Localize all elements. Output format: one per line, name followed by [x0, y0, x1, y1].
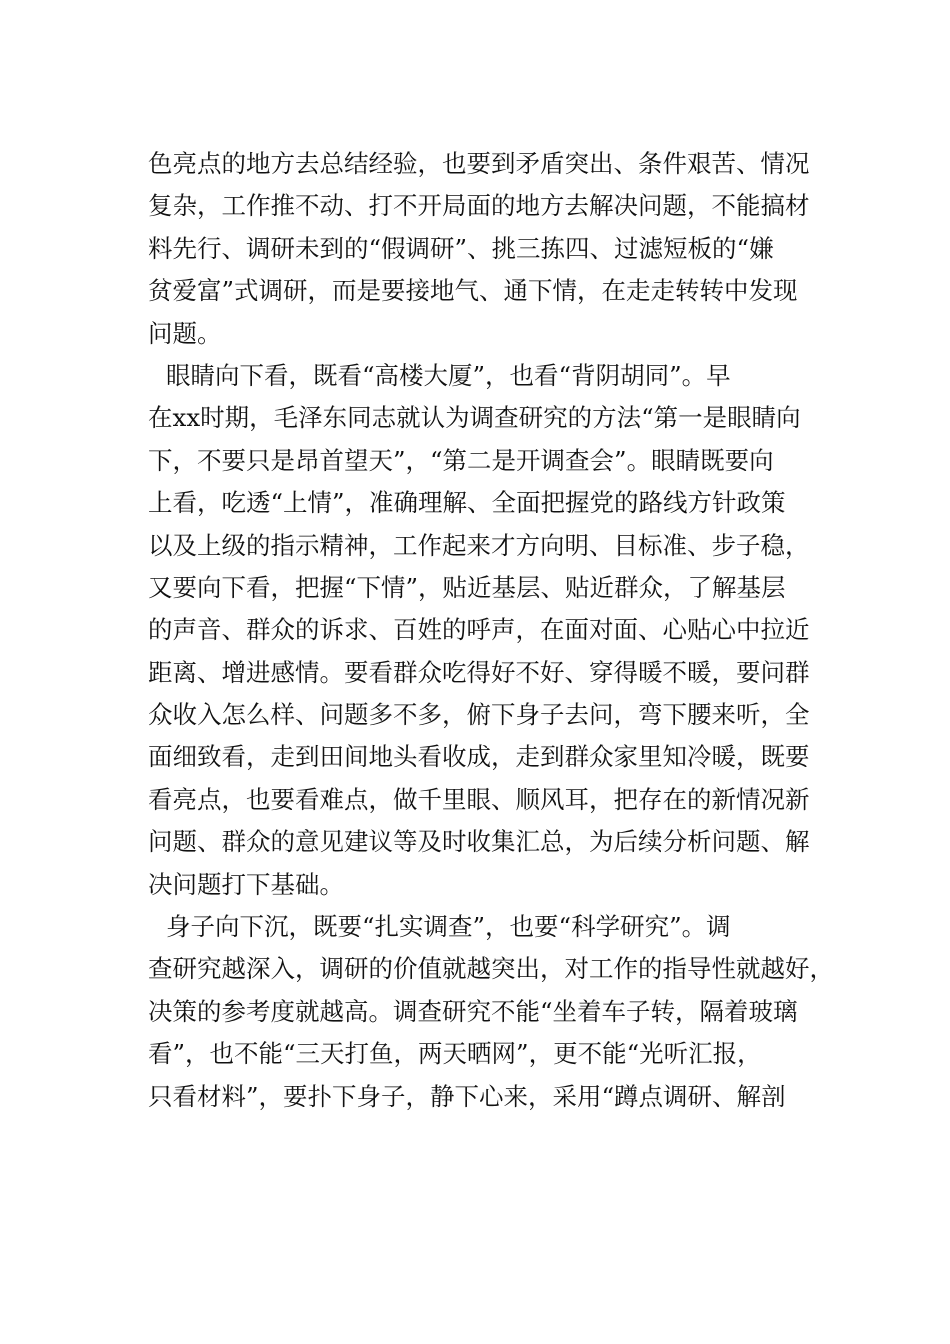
text-line: 查研究越深入，调研的价值就越突出，对工作的指导性就越好，	[148, 954, 834, 984]
text-line: 上看，吃透“上情”，准确理解、全面把握党的路线方针政策	[148, 488, 786, 518]
text-line: 距离、增进感情。要看群众吃得好不好、穿得暖不暖，要问群	[148, 657, 810, 687]
text-line: 众收入怎么样、问题多不多，俯下身子去问，弯下腰来听，全	[148, 700, 810, 730]
text-line: 决策的参考度就越高。调查研究不能“坐着车子转，隔着玻璃	[148, 996, 798, 1026]
text-line: 贫爱富”式调研，而是要接地气、通下情，在走走转转中发现	[148, 276, 798, 306]
text-line: 看亮点，也要看难点，做千里眼、顺风耳，把存在的新情况新	[148, 784, 810, 814]
text-line: 只看材料”，要扑下身子，静下心来，采用“蹲点调研、解剖	[148, 1081, 786, 1111]
text-line: 问题、群众的意见建议等及时收集汇总，为后续分析问题、解	[148, 827, 810, 857]
text-line: 下，不要只是昂首望天”，“第二是开调查会”。眼睛既要向	[148, 445, 774, 475]
paragraph-first-line: 眼睛向下看，既看“高楼大厦”，也看“背阴胡同”。早	[166, 360, 731, 390]
paragraph-first-line: 身子向下沉，既要“扎实调查”，也要“科学研究”。调	[166, 912, 731, 942]
text-line: 又要向下看，把握“下情”，贴近基层、贴近群众，了解基层	[148, 572, 786, 602]
body-text	[148, 143, 834, 1118]
text-line: 复杂，工作推不动、打不开局面的地方去解决问题，不能搞材	[148, 191, 810, 221]
text-line: 看”，也不能“三天打鱼，两天晒网”，更不能“光听汇报，	[148, 1039, 762, 1069]
text-line: 问题。	[148, 318, 222, 348]
text-line: 色亮点的地方去总结经验，也要到矛盾突出、条件艰苦、情况	[148, 149, 810, 178]
text-line: 决问题打下基础。	[148, 869, 344, 899]
text-line: 在xx时期，毛泽东同志就认为调查研究的方法“第一是眼睛向	[148, 403, 801, 433]
text-line: 的声音、群众的诉求、百姓的呼声，在面对面、心贴心中拉近	[148, 615, 810, 645]
text-line: 面细致看，走到田间地头看收成，走到群众家里知冷暖，既要	[148, 742, 810, 772]
text-line: 料先行、调研未到的“假调研”、挑三拣四、过滤短板的“嫌	[148, 233, 774, 263]
text-line: 以及上级的指示精神，工作起来才方向明、目标准、步子稳，	[148, 530, 810, 560]
